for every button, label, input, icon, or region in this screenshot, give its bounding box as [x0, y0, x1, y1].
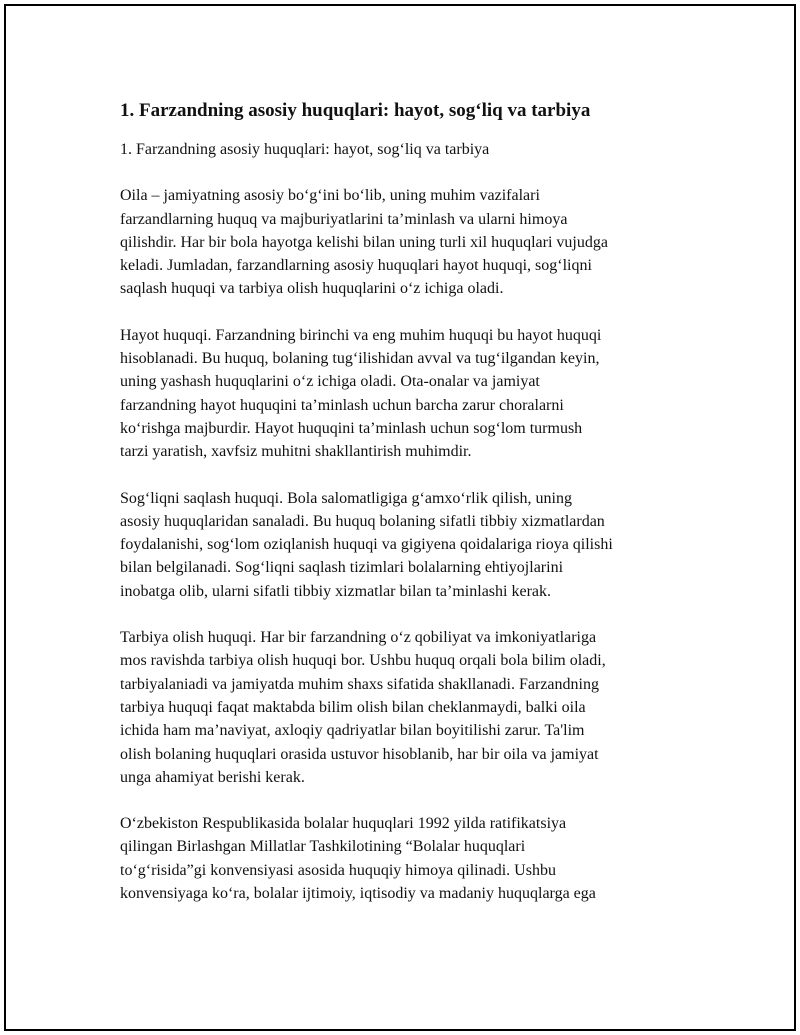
document-title: 1. Farzandning asosiy huquqlari: hayot, sog‘liq va tarbiya	[120, 100, 591, 121]
text-line: farzandlarning huquq va majburiyatlarini ta’minlash va ularni himoya	[120, 210, 568, 228]
text-line: to‘g‘risida”gi konvensiyasi asosida huquqiy himoya qilinadi. Ushbu	[120, 861, 556, 879]
body-paragraph	[120, 324, 700, 464]
text-line: bilan belgilanadi. Sog‘liqni saqlash tizimlari bolalarning ehtiyojlarini	[120, 559, 564, 577]
text-line: tarbiya huquqi faqat maktabda bilim olish bilan cheklanmaydi, balki oila	[120, 698, 586, 716]
text-line: qilingan Birlashgan Millatlar Tashkilotining “Bolalar huquqlari	[120, 838, 526, 856]
body-paragraph	[120, 487, 700, 603]
text-line: tarbiyalaniadi va jamiyatda muhim shaxs sifatida shakllanadi. Farzandning	[120, 675, 599, 693]
body-paragraph	[120, 184, 700, 300]
text-line: unga ahamiyat berishi kerak.	[120, 768, 305, 786]
text-line: Sog‘liqni saqlash huquqi. Bola salomatligiga g‘amxo‘rlik qilish, uning	[120, 489, 572, 507]
text-line: saqlash huquqi va tarbiya olish huquqlarini o‘z ichiga oladi.	[120, 280, 504, 298]
text-line: ichida ham ma’naviyat, axloqiy qadriyatlar bilan boyitilishi zarur. Ta'lim	[120, 722, 585, 740]
text-line: Hayot huquqi. Farzandning birinchi va eng muhim huquqi bu hayot huquqi	[120, 326, 602, 344]
text-line: hisoblanadi. Bu huquq, bolaning tug‘ilishidan avval va tug‘ilgandan keyin,	[120, 350, 600, 368]
text-line: olish bolaning huquqlari orasida ustuvor hisoblanib, har bir oila va jamiyat	[120, 745, 599, 763]
body-paragraph	[120, 626, 700, 789]
text-line: ko‘rishga majburdir. Hayot huquqini ta’minlash uchun sog‘lom turmush	[120, 419, 583, 437]
text-line: asosiy huquqlaridan sanaladi. Bu huquq bolaning sifatli tibbiy xizmatlardan	[120, 512, 605, 530]
text-line: Tarbiya olish huquqi. Har bir farzandning o‘z qobiliyat va imkoniyatlariga	[120, 629, 597, 647]
page-frame	[4, 4, 796, 1031]
text-line: inobatga olib, ularni sifatli tibbiy xizmatlar bilan ta’minlashi kerak.	[120, 582, 551, 600]
subtitle-paragraph	[120, 138, 700, 161]
paragraph-list	[120, 138, 700, 905]
text-line: mos ravishda tarbiya olish huquqi bor. Ushbu huquq orqali bola bilim oladi,	[120, 652, 606, 670]
document-body	[120, 98, 700, 928]
text-line: qilishdir. Har bir bola hayotga kelishi bilan uning turli xil huquqlari vujudga	[120, 233, 608, 251]
text-line: keladi. Jumladan, farzandlarning asosiy huquqlari hayot huquqi, sog‘liqni	[120, 257, 592, 275]
text-line: 1. Farzandning asosiy huquqlari: hayot, sog‘liq va tarbiya	[120, 141, 490, 158]
body-paragraph	[120, 812, 700, 905]
text-line: uning yashash huquqlarini o‘z ichiga oladi. Ota-onalar va jamiyat	[120, 373, 540, 391]
text-line: foydalanishi, sog‘lom oziqlanish huquqi va gigiyena qoidalariga rioya qilishi	[120, 536, 613, 554]
text-line: konvensiyaga ko‘ra, bolalar ijtimoiy, iqtisodiy va madaniy huquqlarga ega	[120, 885, 596, 903]
text-line: farzandning hayot huquqini ta’minlash uchun barcha zarur choralarni	[120, 396, 564, 414]
text-line: O‘zbekiston Respublikasida bolalar huquqlari 1992 yilda ratifikatsiya	[120, 815, 567, 833]
text-line: tarzi yaratish, xavfsiz muhitni shakllantirish muhimdir.	[120, 443, 472, 461]
text-line: Oila – jamiyatning asosiy bo‘g‘ini bo‘lib, uning muhim vazifalari	[120, 187, 540, 205]
